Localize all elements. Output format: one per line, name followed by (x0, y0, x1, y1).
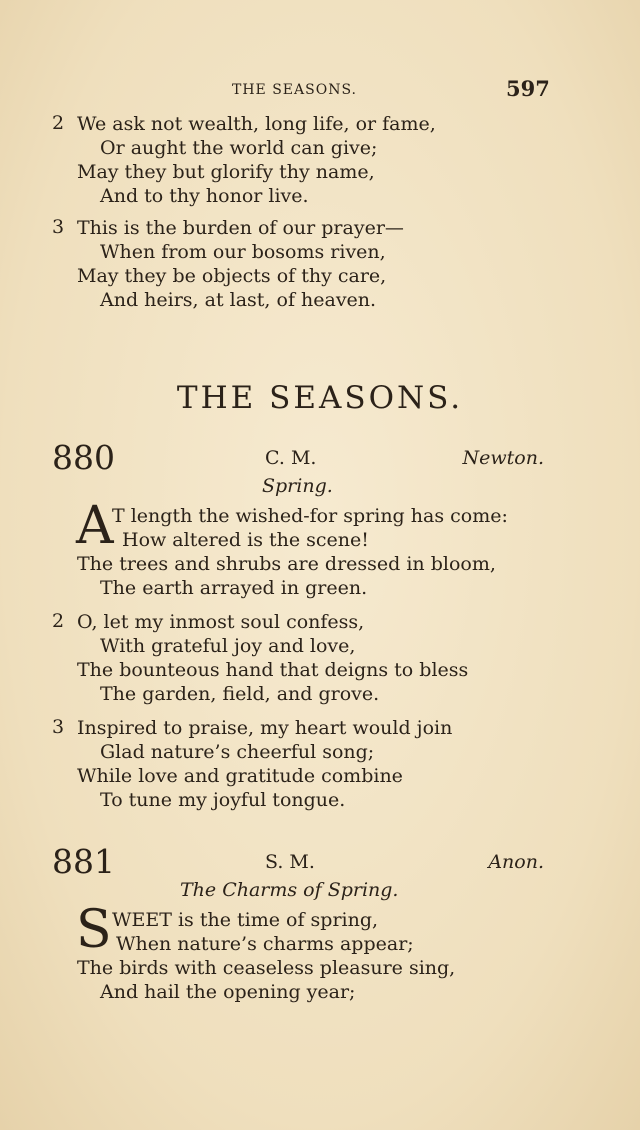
section-title: THE SEASONS. (176, 380, 464, 416)
running-head (0, 78, 640, 102)
hymn-tune: Anon. (488, 851, 544, 873)
hymn-meter: S. M. (265, 851, 315, 873)
verse-line: The bounteous hand that deigns to bless (77, 659, 469, 681)
verse-line: When nature’s charms appear; (116, 933, 414, 955)
drop-cap: S (76, 900, 112, 960)
verse-number: 3 (52, 216, 65, 238)
verse-line: Glad nature’s cheerful song; (100, 741, 375, 763)
verse-line: O, let my inmost soul confess, (77, 611, 365, 633)
verse-number: 2 (52, 112, 65, 134)
verse-line: WEET is the time of spring, (112, 909, 379, 931)
verse-line: The trees and shrubs are dressed in bloom, (77, 553, 496, 575)
verse-line: How altered is the scene! (122, 529, 369, 551)
verse-line: When from our bosoms riven, (100, 241, 386, 263)
verse-line: And to thy honor live. (100, 185, 309, 207)
verse-line: And heirs, at last, of heaven. (100, 289, 377, 311)
verse-line: To tune my joyful tongue. (100, 789, 346, 811)
verse-line: The garden, field, and grove. (100, 683, 380, 705)
hymn-tune: Newton. (462, 447, 544, 469)
verse-line: Inspired to praise, my heart would join (77, 717, 453, 739)
verse-line: And hail the opening year; (100, 981, 356, 1003)
verse-line: May they be objects of thy care, (77, 265, 387, 287)
verse-line: We ask not wealth, long life, or fame, (77, 113, 436, 135)
verse-number: 2 (52, 610, 65, 632)
verse-line: T length the wished-for spring has come: (112, 505, 508, 527)
hymn-meter: C. M. (265, 447, 317, 469)
page-number: 597 (506, 76, 550, 101)
verse-line: The earth arrayed in green. (100, 577, 368, 599)
verse-line: Or aught the world can give; (100, 137, 378, 159)
hymn-number: 880 (52, 438, 115, 477)
hymn-number: 881 (52, 842, 115, 881)
hymn-title: Spring. (262, 475, 333, 497)
running-title: THE SEASONS. (232, 82, 357, 98)
verse-number: 3 (52, 716, 65, 738)
hymn-title: The Charms of Spring. (180, 879, 399, 901)
verse-line: With grateful joy and love, (100, 635, 356, 657)
verse-line: While love and gratitude combine (77, 765, 403, 787)
drop-cap: A (76, 496, 114, 556)
verse-line: May they but glorify thy name, (77, 161, 375, 183)
verse-line: This is the burden of our prayer— (77, 217, 404, 239)
verse-line: The birds with ceaseless pleasure sing, (77, 957, 456, 979)
